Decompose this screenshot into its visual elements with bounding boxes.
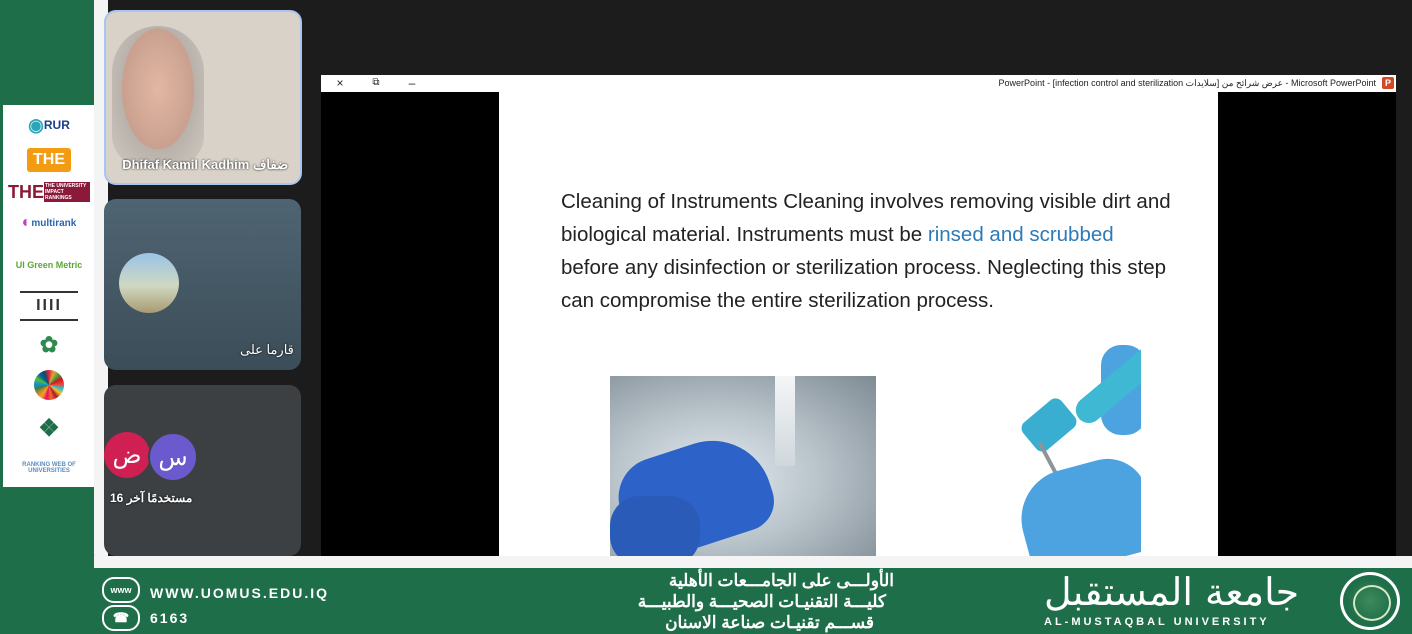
minimize-button[interactable]: – (408, 76, 416, 90)
avatar-initial: س (148, 432, 198, 482)
participant-name: Dhifaf Kamil Kadhim ضفاف (122, 157, 288, 172)
window-title: PowerPoint - [infection control and sterilization عرض شرائح من [سلايدات - Microsoft PowerPoint (998, 78, 1376, 88)
columns-logo: IIII (20, 291, 78, 321)
phone-text: 6163 (150, 610, 190, 626)
restore-button[interactable]: ⧉ (372, 77, 380, 88)
participant-name: قارما على (240, 342, 294, 357)
university-seal-icon (1340, 572, 1400, 630)
university-name-arabic: جامعة المستقبل (1044, 570, 1300, 614)
powerpoint-titlebar (321, 75, 1396, 92)
university-name-english: AL-MUSTAQBAL UNIVERSITY (1044, 616, 1270, 628)
phone-icon: ☎ (102, 605, 140, 631)
powerpoint-icon: P (1382, 77, 1394, 89)
rur-logo: ◉ RUR (28, 114, 70, 135)
others-count: 16 مستخدمًا آخر (110, 491, 193, 505)
participant-video (112, 26, 204, 166)
globe-icon: www (102, 577, 140, 603)
footer-arabic-line: كليـــة التقنيـات الصحيـــة والطبيـــة (637, 592, 886, 611)
brush-scrubbing-image (1006, 345, 1141, 561)
slide-text-part: before any disinfection or sterilization process. Neglecting this step can compromise the entire sterilization process. (561, 256, 1167, 312)
footer-arabic-line: قســـم تقنيـات صناعة الاسنان (665, 613, 874, 632)
ui-greenmetric-logo: UI Green Metric (15, 260, 83, 270)
sdg-logo (8, 367, 90, 403)
footer-arabic-line: الأولـــى على الجامـــعات الأهلية (668, 571, 894, 590)
slide-text-part: Cleaning of Instruments Cleaning involves removing visible dirt and biological material. Instruments must be (561, 190, 1171, 246)
arab-engineers-logo: ❖ (38, 414, 60, 442)
brush-head (1018, 395, 1079, 455)
close-button[interactable]: × (336, 76, 344, 90)
avatar-initial: ض (104, 432, 150, 478)
the-impact-logo: THE THE UNIVERSITY IMPACT RANKINGS (8, 179, 90, 205)
blue-glove (610, 496, 700, 561)
water-stream (775, 376, 795, 466)
slide-highlight: rinsed and scrubbed (927, 223, 1114, 246)
participant-tile[interactable] (104, 199, 301, 370)
footer-banner (94, 568, 1412, 634)
multirank-logo: ◐ multirank (21, 214, 77, 231)
blue-glove (1010, 450, 1141, 561)
the-logo: THE (8, 145, 90, 175)
webometrics-logo: RANKING WEB OF UNIVERSITIES (22, 462, 76, 474)
slide-body-text (561, 185, 1171, 317)
ranking-logos-strip (3, 105, 94, 487)
arab-universities-logo: ✿ (39, 332, 59, 357)
white-frame-bottom (94, 556, 1412, 568)
avatar (119, 253, 179, 313)
cleaning-sink-image (610, 376, 876, 561)
website-text: WWW.UOMUS.EDU.IQ (150, 585, 329, 601)
participant-tile-presenter[interactable] (104, 10, 302, 185)
slide (499, 92, 1218, 561)
other-participants-tile[interactable] (104, 385, 301, 556)
